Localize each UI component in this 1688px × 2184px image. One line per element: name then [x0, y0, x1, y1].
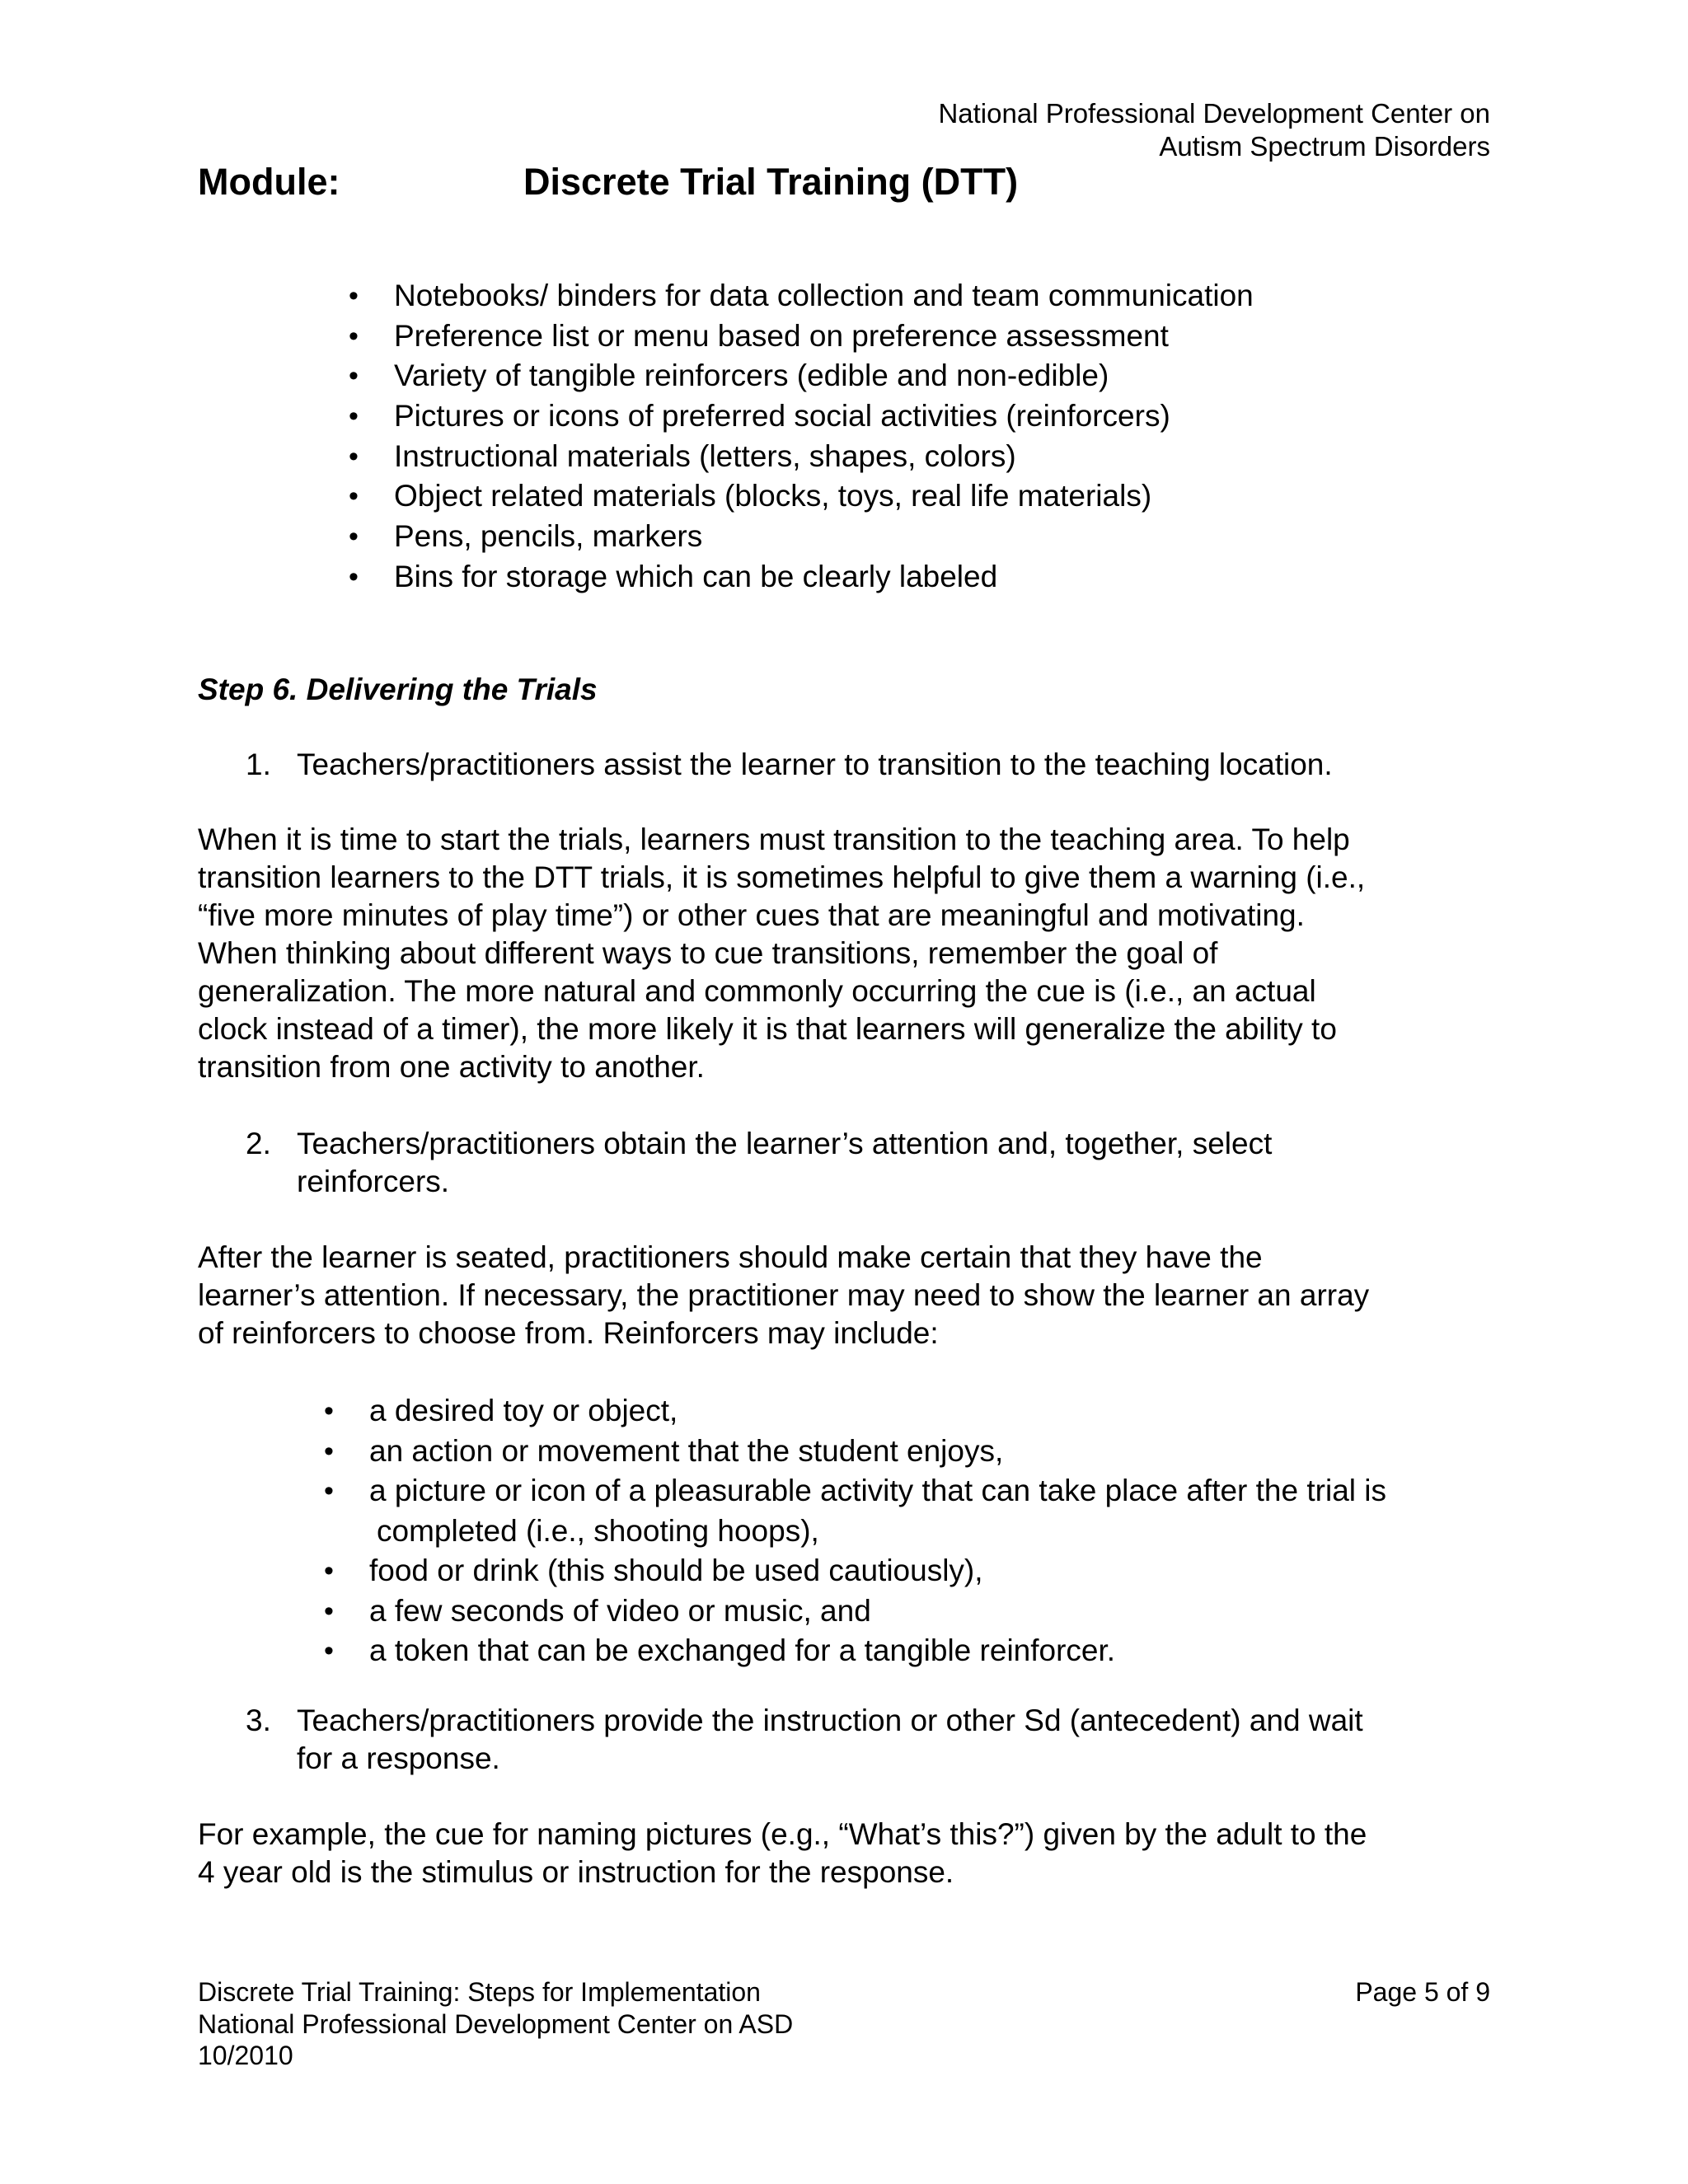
footer-line: 10/2010 [198, 2041, 293, 2070]
list-item: • Variety of tangible reinforcers (edible and non-edible) [394, 356, 1254, 396]
paragraph-line: of reinforcers to choose from. Reinforcers may include: [198, 1316, 939, 1350]
list-item: • a token that can be exchanged for a tangible reinforcer. [369, 1631, 1386, 1671]
bullet-icon: • [324, 1595, 334, 1627]
org-header [938, 97, 1490, 163]
list-item: • Bins for storage which can be clearly labeled [394, 557, 1254, 598]
page-number: Page 5 of 9 [1355, 1977, 1490, 2007]
paragraph-line: transition from one activity to another. [198, 1050, 705, 1084]
list-item: • a few seconds of video or music, and [369, 1591, 1386, 1632]
bullet-icon: • [349, 521, 359, 553]
paragraph-line: learner’s attention. If necessary, the practitioner may need to show the learner an array [198, 1278, 1370, 1312]
item-text-line: Teachers/practitioners obtain the learner’s attention and, together, select [297, 1127, 1273, 1160]
step-heading: Step 6. Delivering the Trials [198, 673, 598, 706]
list-item: • Preference list or menu based on preference assessment [394, 316, 1254, 357]
item-text-line: Teachers/practitioners provide the instruction or other Sd (antecedent) and wait [297, 1704, 1363, 1737]
bullet-icon: • [349, 360, 359, 392]
paragraph-example [198, 1816, 1484, 1891]
module-label: Module: [198, 161, 340, 203]
bullet-icon: • [349, 401, 359, 433]
paragraph-line: 4 year old is the stimulus or instruction for the response. [198, 1855, 954, 1889]
item-number: 3. [246, 1704, 271, 1737]
bullet-icon: • [324, 1475, 334, 1507]
item-number: 1. [246, 748, 271, 781]
module-heading [198, 159, 1019, 205]
paragraph-line: When it is time to start the trials, learners must transition to the teaching area. To help [198, 823, 1350, 856]
org-header-line1: National Professional Development Center on [938, 98, 1490, 129]
bullet-icon: • [324, 1555, 334, 1586]
numbered-item-3 [246, 1702, 1492, 1778]
paragraph-transition [198, 821, 1484, 1086]
numbered-item-1 [246, 746, 1492, 784]
item-text-line: reinforcers. [297, 1165, 450, 1198]
paragraph-line: transition learners to the DTT trials, it is sometimes helpful to give them a warning (i.e., [198, 860, 1366, 894]
list-item: • Pictures or icons of preferred social activities (reinforcers) [394, 396, 1254, 437]
bullet-icon: • [324, 1395, 334, 1427]
list-item: • Object related materials (blocks, toys, real life materials) [394, 476, 1254, 517]
bullet-icon: • [349, 320, 359, 352]
materials-list [349, 276, 1254, 598]
bullet-icon: • [324, 1635, 334, 1666]
item-text-line: for a response. [297, 1741, 500, 1775]
paragraph-line: When thinking about different ways to cue transitions, remember the goal of [198, 936, 1218, 970]
list-item: • Notebooks/ binders for data collection and team communication [394, 276, 1254, 316]
list-item: • an action or movement that the student enjoys, [369, 1432, 1386, 1472]
bullet-icon: • [349, 280, 359, 312]
org-header-line2: Autism Spectrum Disorders [1159, 131, 1490, 162]
numbered-item-2 [246, 1125, 1492, 1201]
paragraph-attention [198, 1239, 1484, 1352]
list-item: • food or drink (this should be used cautiously), [369, 1551, 1386, 1591]
list-item: • a picture or icon of a pleasurable activity that can take place after the trial is completed (i.e., shooting hoops), [369, 1471, 1386, 1551]
bullet-icon: • [349, 560, 359, 593]
paragraph-line: generalization. The more natural and commonly occurring the cue is (i.e., an actual [198, 974, 1316, 1008]
bullet-icon: • [324, 1435, 334, 1467]
bullet-icon: • [349, 480, 359, 513]
paragraph-line: After the learner is seated, practitioners should make certain that they have the [198, 1240, 1263, 1274]
paragraph-line: clock instead of a timer), the more likely it is that learners will generalize the ability to [198, 1012, 1337, 1046]
paragraph-line: “five more minutes of play time”) or other cues that are meaningful and motivating. [198, 898, 1305, 932]
paragraph-line: For example, the cue for naming pictures (e.g., “What’s this?”) given by the adult to the [198, 1817, 1367, 1851]
footer [198, 1976, 793, 2072]
item-number: 2. [246, 1127, 271, 1160]
reinforcers-list [324, 1391, 1386, 1671]
item-text: Teachers/practitioners assist the learner to transition to the teaching location. [297, 748, 1333, 781]
module-title: Discrete Trial Training (DTT) [523, 161, 1019, 203]
list-item: • Pens, pencils, markers [394, 517, 1254, 557]
footer-line: Discrete Trial Training: Steps for Implementation [198, 1977, 761, 2007]
list-item: • a desired toy or object, [369, 1391, 1386, 1432]
bullet-icon: • [349, 440, 359, 472]
footer-line: National Professional Development Center on ASD [198, 2008, 794, 2039]
list-item: • Instructional materials (letters, shapes, colors) [394, 437, 1254, 477]
